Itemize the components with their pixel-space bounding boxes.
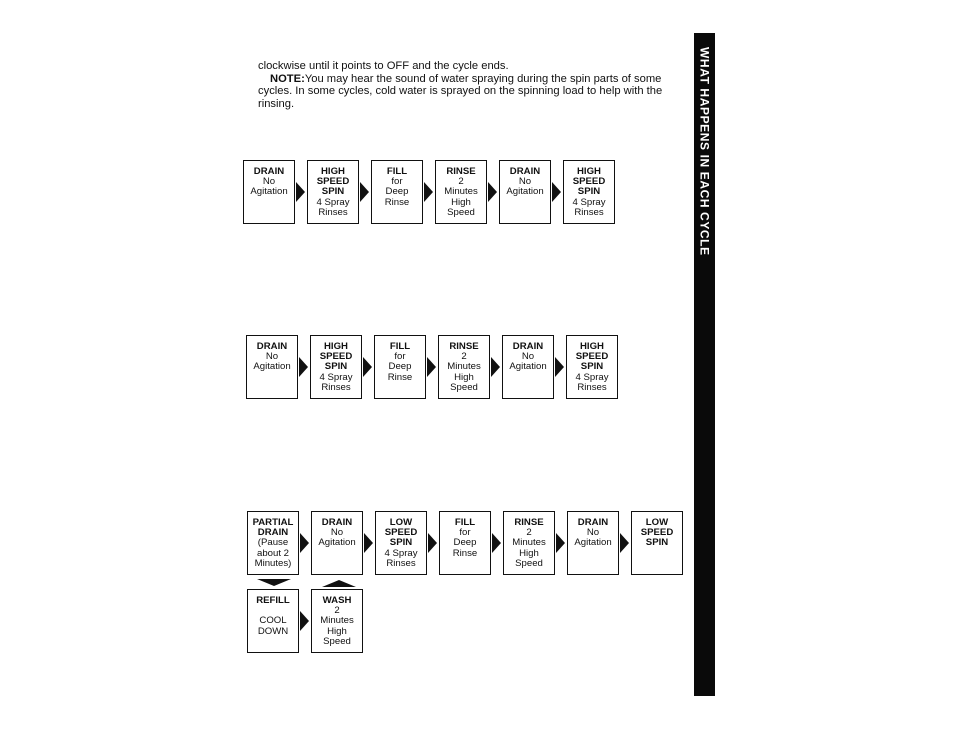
step-detail: Rinse bbox=[387, 371, 413, 383]
step-title: SPEED bbox=[316, 176, 350, 188]
arrow-right-icon bbox=[491, 511, 503, 575]
step-title: SPIN bbox=[321, 186, 345, 198]
step-detail: Agitation bbox=[509, 361, 547, 373]
step-title: DRAIN bbox=[577, 517, 609, 528]
step-title: HIGH bbox=[577, 166, 601, 177]
arrow-right-icon bbox=[619, 511, 631, 575]
step-title: WASH bbox=[322, 595, 352, 606]
arrow-right-icon bbox=[555, 511, 567, 575]
step-detail: Speed bbox=[323, 635, 351, 647]
step-detail: 2 bbox=[458, 176, 464, 188]
intro-line: clockwise until it points to OFF and the cycle ends. bbox=[258, 60, 509, 72]
step-detail: No bbox=[521, 351, 535, 363]
cycle-step-box bbox=[307, 160, 359, 224]
arrow-right-icon bbox=[426, 335, 438, 399]
arrow-right-icon bbox=[299, 589, 311, 653]
step-title: DRAIN bbox=[257, 527, 289, 539]
arrow-right-icon bbox=[363, 511, 375, 575]
cycle-sequence-1 bbox=[243, 160, 615, 224]
cycle-step-box bbox=[631, 511, 683, 575]
step-detail: Agitation bbox=[253, 361, 291, 373]
cycle-step-box bbox=[566, 335, 618, 399]
arrow-right-icon bbox=[423, 160, 435, 224]
step-title: FILL bbox=[386, 166, 408, 177]
step-detail: Deep bbox=[385, 186, 409, 198]
step-detail: Agitation bbox=[250, 186, 288, 198]
cycle-step-box bbox=[439, 511, 491, 575]
cycle-step-box bbox=[563, 160, 615, 224]
cycle-step-box bbox=[247, 589, 299, 653]
cycle-step-box bbox=[438, 335, 490, 399]
cycle-step-box bbox=[246, 335, 298, 399]
step-detail: Deep bbox=[388, 361, 412, 373]
step-title: SPEED bbox=[572, 176, 606, 188]
step-detail: No bbox=[265, 351, 279, 363]
arrow-right-icon bbox=[295, 160, 307, 224]
step-detail: High bbox=[451, 196, 471, 208]
arrow-down-icon bbox=[257, 579, 291, 586]
step-detail: 2 bbox=[461, 351, 467, 363]
step-title: SPIN bbox=[577, 186, 601, 198]
step-detail: No bbox=[262, 176, 276, 188]
step-detail: (Pause bbox=[257, 537, 289, 549]
step-detail: Minutes bbox=[447, 361, 481, 373]
step-detail: Minutes) bbox=[254, 557, 292, 569]
step-title: SPEED bbox=[640, 527, 674, 539]
step-detail: Rinses bbox=[386, 557, 416, 569]
step-title: FILL bbox=[389, 341, 411, 352]
step-title: SPEED bbox=[384, 527, 418, 539]
step-title: SPIN bbox=[645, 537, 669, 549]
step-title: FILL bbox=[454, 517, 476, 528]
note-text: You may hear the sound of water spraying during the spin parts of some cycles. In some cycles, cold water is sprayed on the spinning load to help with the rinsing. bbox=[258, 72, 663, 110]
step-detail: COOL bbox=[259, 615, 287, 627]
arrow-right-icon bbox=[362, 335, 374, 399]
note-label: NOTE: bbox=[270, 72, 305, 85]
arrow-right-icon bbox=[298, 335, 310, 399]
arrow-up-icon bbox=[322, 580, 356, 587]
step-title: RINSE bbox=[449, 341, 479, 352]
step-title: RINSE bbox=[446, 166, 476, 177]
step-title: DRAIN bbox=[256, 341, 288, 352]
step-title: RINSE bbox=[514, 517, 544, 528]
step-title: DRAIN bbox=[253, 166, 285, 177]
step-detail: High bbox=[519, 547, 539, 559]
step-title: HIGH bbox=[580, 341, 604, 352]
arrow-right-icon bbox=[299, 511, 311, 575]
arrow-right-icon bbox=[359, 160, 371, 224]
step-detail: Agitation bbox=[318, 537, 356, 549]
cycle-step-box bbox=[503, 511, 555, 575]
note-paragraph bbox=[258, 73, 683, 111]
section-sidebar bbox=[694, 33, 715, 696]
cycle-step-box bbox=[375, 511, 427, 575]
step-detail: Rinse bbox=[384, 196, 410, 208]
step-title: HIGH bbox=[321, 166, 345, 177]
cycle-step-box bbox=[435, 160, 487, 224]
step-title: PARTIAL bbox=[252, 517, 294, 528]
step-detail: Deep bbox=[453, 537, 477, 549]
step-title: SPEED bbox=[575, 351, 609, 363]
step-title: LOW bbox=[645, 517, 669, 528]
step-title: SPEED bbox=[319, 351, 353, 363]
step-detail: High bbox=[327, 625, 347, 637]
step-detail: 2 bbox=[334, 605, 340, 617]
step-detail: for bbox=[394, 351, 406, 363]
step-detail: Speed bbox=[515, 557, 543, 569]
sidebar-title: WHAT HAPPENS IN EACH CYCLE bbox=[697, 47, 712, 256]
cycle-sequence-2 bbox=[246, 335, 618, 399]
cycle-step-box bbox=[371, 160, 423, 224]
step-title: HIGH bbox=[324, 341, 348, 352]
step-detail: Rinses bbox=[321, 381, 351, 393]
step-title: DRAIN bbox=[321, 517, 353, 528]
intro-text bbox=[258, 60, 683, 110]
cycle-step-box bbox=[567, 511, 619, 575]
arrow-right-icon bbox=[427, 511, 439, 575]
step-detail: Rinses bbox=[574, 206, 604, 218]
step-title: SPIN bbox=[389, 537, 413, 549]
step-detail: for bbox=[391, 176, 403, 188]
step-detail: about 2 bbox=[256, 547, 289, 559]
cycle-sequence-3-branch bbox=[247, 589, 363, 653]
cycle-step-box bbox=[499, 160, 551, 224]
arrow-right-icon bbox=[487, 160, 499, 224]
step-detail: Rinse bbox=[452, 547, 478, 559]
step-detail: 4 Spray bbox=[575, 371, 609, 383]
step-detail: No bbox=[586, 527, 600, 539]
step-detail: Minutes bbox=[512, 537, 546, 549]
step-detail: DOWN bbox=[257, 625, 289, 637]
cycle-step-box bbox=[502, 335, 554, 399]
step-title: DRAIN bbox=[512, 341, 544, 352]
step-title: REFILL bbox=[256, 595, 290, 606]
cycle-sequence-3 bbox=[247, 511, 683, 575]
cycle-step-box bbox=[311, 511, 363, 575]
step-detail: Rinses bbox=[318, 206, 348, 218]
cycle-step-box bbox=[243, 160, 295, 224]
step-detail: Minutes bbox=[444, 186, 478, 198]
arrow-right-icon bbox=[490, 335, 502, 399]
cycle-step-box bbox=[247, 511, 299, 575]
step-detail: 4 Spray bbox=[384, 547, 418, 559]
step-detail: 2 bbox=[526, 527, 532, 539]
step-title: LOW bbox=[389, 517, 413, 528]
step-title: SPIN bbox=[324, 361, 348, 373]
step-detail: No bbox=[330, 527, 344, 539]
step-detail: Agitation bbox=[506, 186, 544, 198]
step-detail: 4 Spray bbox=[572, 196, 606, 208]
arrow-right-icon bbox=[551, 160, 563, 224]
step-title: SPIN bbox=[580, 361, 604, 373]
arrow-right-icon bbox=[554, 335, 566, 399]
step-detail: High bbox=[454, 371, 474, 383]
step-detail: Speed bbox=[450, 381, 478, 393]
cycle-step-box bbox=[311, 589, 363, 653]
step-detail: Agitation bbox=[574, 537, 612, 549]
step-detail: 4 Spray bbox=[319, 371, 353, 383]
step-detail: Minutes bbox=[320, 615, 354, 627]
step-title: DRAIN bbox=[509, 166, 541, 177]
step-detail: Rinses bbox=[577, 381, 607, 393]
cycle-step-box bbox=[374, 335, 426, 399]
step-detail: Speed bbox=[447, 206, 475, 218]
step-detail: 4 Spray bbox=[316, 196, 350, 208]
cycle-step-box bbox=[310, 335, 362, 399]
step-detail: for bbox=[459, 527, 471, 539]
step-detail: No bbox=[518, 176, 532, 188]
